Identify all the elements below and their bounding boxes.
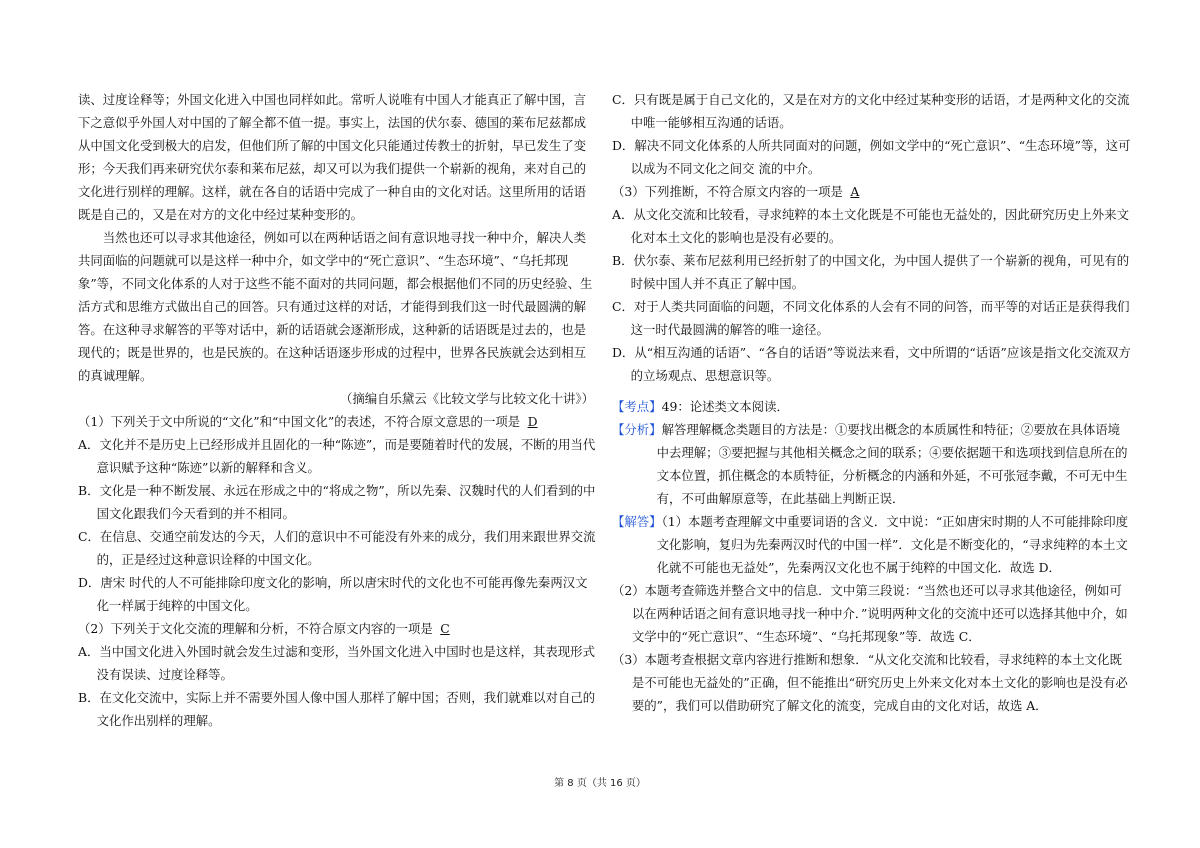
- q1-option-a: A．文化并不是历史上已经形成并且固化的一种“陈迹”，而是要随着时代的发展，不断的用当代意识赋予这种“陈迹”以新的解释和含义。: [78, 437, 596, 475]
- page-number: 第 8 页（共 16 页）: [554, 778, 646, 789]
- passage-paragraph-2: 当然也还可以寻求其他途径，例如可以在两种话语之间有意识地寻找一种中介，解决人类共同面临的问题就可以是这样一种中介，如文学中的“死亡意识”、“生态环境”、“乌托邦现象”等，不同文化体系的人对于这些不能不面对的共同问题，都会根据他们不同的历史经验、生活方式和思维方式做出自己的回答。只有通过这样的对话，才能得到我们这一时代最圆满的解答。在这种寻求解答的平等对话中，新的话语就会逐渐形成，这种新的话语既是过去的，也是现代的；既是世界的，也是民族的。在这种话语逐步形成的过程中，世界各民族就会达到相互的真诚理解。: [78, 230, 593, 383]
- question-3-stem: （3）下列推断，不符合原文内容的一项是: [612, 184, 843, 199]
- q2-option-d: D．解决不同文化体系的人所共同面对的问题，例如文学中的“死亡意识”、“生态环境”等，这可以成为不同文化之间交 流的中介。: [612, 138, 1131, 176]
- kaodian-text: 49：论述类文本阅读．: [661, 399, 789, 414]
- question-1: [78, 410, 598, 433]
- q2-option-b: B．在文化交流中，实际上并不需要外国人像中国人那样了解中国；否则，我们就难以对自己的文化作出别样的理解。: [78, 690, 596, 728]
- q3-option-d: D．从“相互沟通的话语”、“各自的话语”等说法来看，文中所谓的“话语”应该是指文化交流双方的立场观点、思想意识等。: [612, 345, 1131, 383]
- q3-option-b: B．伏尔泰、莱布尼兹利用已经折射了的中国文化，为中国人提供了一个崭新的视角，可见有的时候中国人并不真正了解中国。: [612, 253, 1130, 291]
- kaodian-label: 【考点】: [612, 399, 662, 414]
- q2-option-c: C．只有既是属于自己文化的，又是在对方的文化中经过某种变形的话语，才是两种文化的交流中唯一能够相互沟通的话语。: [612, 92, 1130, 130]
- section-gap: [612, 387, 1132, 395]
- passage-paragraph-1: 读、过度诠释等；外国文化进入中国也同样如此。常听人说唯有中国人才能真正了解中国，言下之意似乎外国人对中国的了解全都不值一提。事实上，法国的伏尔泰、德国的莱布尼兹都成从中国文化受到极大的启发，但他们所了解的中国文化只能通过传教士的折射，早已发生了变形；今天我们再来研究伏尔泰和莱布尼兹，却又可以为我们提供一个崭新的视角，来对自己的文化进行别样的理解。这样，就在各自的话语中完成了一种自由的文化对话。这里所用的话语既是自己的，又是在对方的文化中经过某种变形的。: [78, 92, 587, 222]
- fenxi-label: 【分析】: [612, 422, 662, 437]
- jieda-text: （1）本题考查理解文中重要词语的含义．文中说：“正如唐宋时期的人不可能排除印度文化影响，复归为先秦两汉时代的中国一样”．文化是不断变化的，“寻求纯粹的本土文化就不可能也无益处”，先秦两汉文化也不属于纯粹的中国文化．故选 D．: [656, 514, 1129, 575]
- question-2-answer: C: [440, 621, 450, 636]
- passage-source: （摘编自乐黛云《比较文学与比较文化十讲》）: [339, 391, 594, 406]
- question-1-answer: D: [527, 414, 538, 429]
- question-2-stem: （2）下列关于文化交流的理解和分析，不符合原文内容的一项是: [78, 621, 433, 636]
- left-column: [78, 88, 598, 732]
- right-column: [612, 88, 1132, 717]
- q1-option-d: D．唐宋 时代的人不可能排除印度文化的影响，所以唐宋时代的文化也不可能再像先秦两汉文化一样属于纯粹的中国文化。: [78, 575, 588, 613]
- q1-option-b: B．文化是一种不断发展、永远在形成之中的“将成之物”，所以先秦、汉魏时代的人们看到的中国文化跟我们今天看到的并不相同。: [78, 483, 596, 521]
- question-1-stem: （1）下列关于文中所说的“文化”和“中国文化”的表述，不符合原文意思的一项是: [78, 414, 521, 429]
- q1-option-c: C．在信息、交通空前发达的今天，人们的意识中不可能没有外来的成分，我们用来跟世界交流的，正是经过这种意识诠释的中国文化。: [78, 529, 596, 567]
- jieda-section: [612, 510, 1132, 579]
- fenxi-text: 解答理解概念类题目的方法是：①要找出概念的本质属性和特征；②要放在具体语境中去理解；③要把握与其他相关概念之间的联系；④要依据题干和选项找到信息所在的文本位置，抓住概念的本质特征，分析概念的内涵和外延，不可张冠李戴，不可无中生有，不可曲解原意等，在此基础上判断正误．: [656, 422, 1128, 506]
- jieda-label: 【解答】: [612, 514, 662, 529]
- fenxi-section: [612, 418, 1132, 510]
- q2-option-a: A．当中国文化进入外国时就会发生过滤和变形，当外国文化进入中国时也是这样，其表现形式没有误读、过度诠释等。: [78, 644, 595, 682]
- question-2: [78, 617, 598, 640]
- question-3-answer: A: [850, 184, 860, 199]
- question-3: [612, 180, 1132, 203]
- jieda-part-2: （2）本题考查筛选并整合文中的信息．文中第三段说：“当然也还可以寻求其他途径，例如可以在两种话语之间有意识地寻找一种中介．”说明两种文化的交流中还可以选择其他中介，如文学中的“死亡意识”、“生态环境”、“乌托邦现象”等．故选 C．: [612, 583, 1128, 644]
- jieda-part-3: （3）本题考查根据文章内容进行推断和想象．“从文化交流和比较看，寻求纯粹的本土文化既是不可能也无益处的”正确，但不能推出“研究历史上外来文化对本土文化的影响也是没有必要的”，我们可以借助研究了解文化的流变，完成自由的文化对话，故选 A．: [612, 652, 1128, 713]
- q3-option-a: A．从文化交流和比较看，寻求纯粹的本土文化既是不可能也无益处的，因此研究历史上外来文化对本土文化的影响也是没有必要的。: [612, 207, 1129, 245]
- q3-option-c: C．对于人类共同面临的问题，不同文化体系的人会有不同的问答，而平等的对话正是获得我们这一时代最圆满的解答的唯一途径。: [612, 299, 1130, 337]
- kaodian-section: [612, 395, 1132, 418]
